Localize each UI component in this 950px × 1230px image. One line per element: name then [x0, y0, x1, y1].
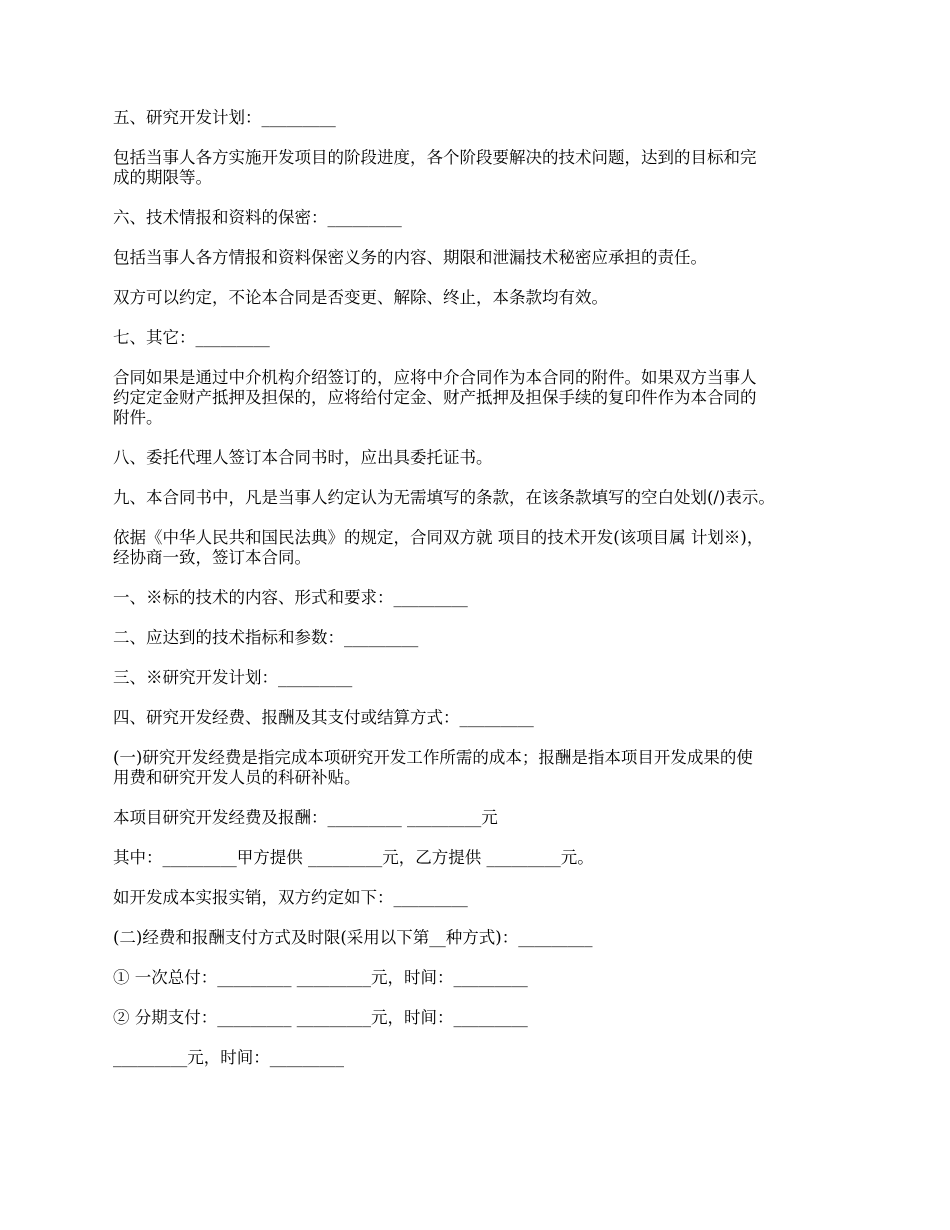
paragraph-spacer — [113, 348, 843, 368]
text-line: 附件。 — [113, 408, 163, 427]
text-line: 其中：_________甲方提供 _________元，乙方提供 _________元。 — [113, 848, 594, 867]
text-line: 包括当事人各方情报和资料保密义务的内容、期限和泄漏技术秘密应承担的责任。 — [113, 248, 707, 267]
paragraph-spacer — [113, 308, 843, 328]
paragraph-spacer — [113, 188, 843, 208]
paragraph — [113, 448, 843, 468]
paragraph — [113, 748, 843, 788]
paragraph — [113, 528, 843, 568]
paragraph-spacer — [113, 608, 843, 628]
paragraph-spacer — [113, 868, 843, 888]
text-line: 包括当事人各方实施开发项目的阶段进度，各个阶段要解决的技术问题，达到的目标和完 — [113, 148, 757, 167]
text-line: 本项目研究开发经费及报酬：_________ _________元 — [113, 808, 498, 827]
paragraph — [113, 668, 843, 688]
paragraph — [113, 208, 843, 228]
paragraph-spacer — [113, 268, 843, 288]
paragraph — [113, 1008, 843, 1028]
paragraph-spacer — [113, 1028, 843, 1048]
paragraph-spacer — [113, 988, 843, 1008]
paragraph — [113, 328, 843, 348]
paragraph — [113, 1048, 843, 1068]
paragraph-spacer — [113, 128, 843, 148]
paragraph — [113, 888, 843, 908]
paragraph-spacer — [113, 948, 843, 968]
paragraph — [113, 848, 843, 868]
paragraph — [113, 808, 843, 828]
text-line: 四、研究开发经费、报酬及其支付或结算方式：_________ — [113, 708, 534, 727]
paragraph-spacer — [113, 428, 843, 448]
text-line: 二、应达到的技术指标和参数：_________ — [113, 628, 419, 647]
paragraph-spacer — [113, 788, 843, 808]
paragraph — [113, 968, 843, 988]
text-line: 九、本合同书中，凡是当事人约定认为无需填写的条款，在该条款填写的空白处划(/)表示。 — [113, 488, 775, 507]
paragraph-spacer — [113, 508, 843, 528]
paragraph — [113, 148, 843, 188]
paragraph — [113, 588, 843, 608]
paragraph — [113, 108, 843, 128]
text-line: 双方可以约定，不论本合同是否变更、解除、终止，本条款均有效。 — [113, 288, 608, 307]
paragraph — [113, 248, 843, 268]
paragraph — [113, 488, 843, 508]
text-line: 如开发成本实报实销，双方约定如下：_________ — [113, 888, 468, 907]
paragraph-spacer — [113, 568, 843, 588]
text-line: 合同如果是通过中介机构介绍签订的，应将中介合同作为本合同的附件。如果双方当事人 — [113, 368, 757, 387]
paragraph-spacer — [113, 908, 843, 928]
text-line: 成的期限等。 — [113, 168, 212, 187]
text-line: 八、委托代理人签订本合同书时，应出具委托证书。 — [113, 448, 493, 467]
text-line: (二)经费和报酬支付方式及时限(采用以下第__种方式)：_________ — [113, 928, 593, 947]
paragraph-spacer — [113, 828, 843, 848]
paragraph — [113, 928, 843, 948]
paragraph — [113, 628, 843, 648]
text-line: _________元，时间：_________ — [113, 1048, 344, 1067]
text-line: 五、研究开发计划：_________ — [113, 108, 336, 127]
paragraph-spacer — [113, 728, 843, 748]
paragraph-spacer — [113, 228, 843, 248]
text-line: 七、其它：_________ — [113, 328, 270, 347]
text-line: ① 一次总付：_________ _________元，时间：_________ — [113, 968, 528, 987]
text-line: (一)研究开发经费是指完成本项研究开发工作所需的成本；报酬是指本项目开发成果的使 — [113, 748, 753, 767]
contract-page — [113, 108, 843, 1068]
paragraph-spacer — [113, 688, 843, 708]
paragraph — [113, 368, 843, 428]
text-line: 三、※研究开发计划：_________ — [113, 668, 353, 687]
paragraph — [113, 708, 843, 728]
text-line: 用费和研究开发人员的科研补贴。 — [113, 768, 361, 787]
text-line: ② 分期支付：_________ _________元，时间：_________ — [113, 1008, 528, 1027]
text-line: 经协商一致，签订本合同。 — [113, 548, 311, 567]
text-line: 六、技术情报和资料的保密：_________ — [113, 208, 402, 227]
text-line: 一、※标的技术的内容、形式和要求：_________ — [113, 588, 468, 607]
paragraph-spacer — [113, 468, 843, 488]
text-line: 约定定金财产抵押及担保的，应将给付定金、财产抵押及担保手续的复印件作为本合同的 — [113, 388, 757, 407]
text-line: 依据《中华人民共和国民法典》的规定，合同双方就 项目的技术开发(该项目属 计划※)， — [113, 528, 764, 547]
paragraph — [113, 288, 843, 308]
contract-body — [113, 108, 843, 1068]
paragraph-spacer — [113, 648, 843, 668]
